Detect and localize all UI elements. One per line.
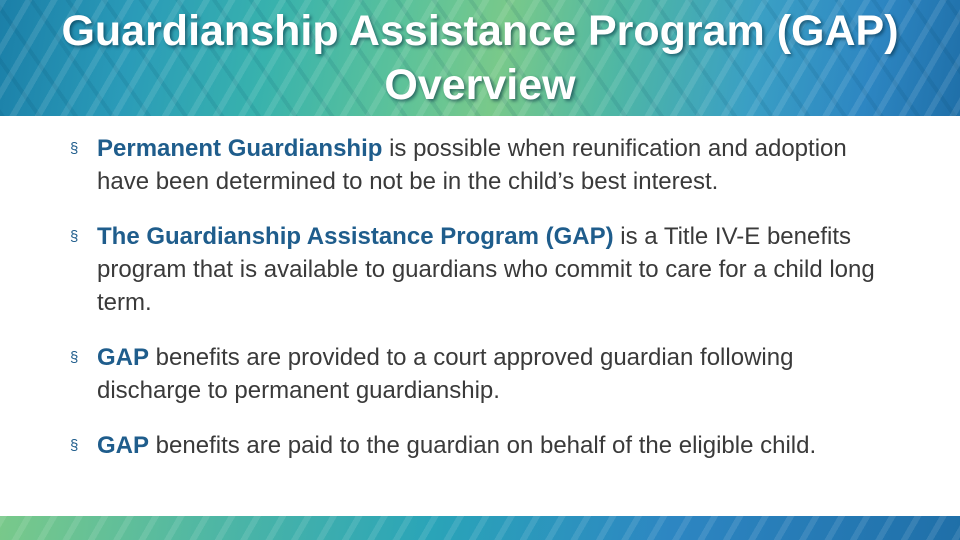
title-line-2: Overview [384, 61, 576, 109]
bullet-term: The Guardianship Assistance Program (GAP) [97, 223, 614, 250]
bullet-marker-icon: § [70, 228, 79, 245]
bullet-text: is a Title IV-E benefits program that is available to guardians who commit to care for a child long term. [97, 223, 875, 316]
bullet-marker-icon: § [70, 437, 79, 454]
bullet-text: benefits are paid to the guardian on behalf of the eligible child. [149, 432, 817, 459]
bullet-term: GAP [97, 432, 150, 459]
bullet-term: GAP [97, 344, 150, 371]
title-banner [0, 0, 960, 116]
bullet-text: benefits are provided to a court approved guardian following discharge to permanent guardianship. [97, 344, 794, 404]
slide-title [0, 4, 960, 112]
bullet-item-permanent-guardianship [70, 132, 890, 198]
bullet-list [70, 132, 890, 484]
bullet-marker-icon: § [70, 349, 79, 366]
bullet-text: is possible when reunification and adoption have been determined to not be in the child’s best interest. [97, 135, 847, 195]
bullet-item-gap-program [70, 220, 890, 319]
bullet-item-gap-paid [70, 429, 890, 462]
title-line-1: Guardianship Assistance Program (GAP) [61, 7, 899, 55]
bullet-term: Permanent Guardianship [97, 135, 383, 162]
bullet-marker-icon: § [70, 140, 79, 157]
bullet-item-gap-provided [70, 341, 890, 407]
footer-banner [0, 516, 960, 540]
